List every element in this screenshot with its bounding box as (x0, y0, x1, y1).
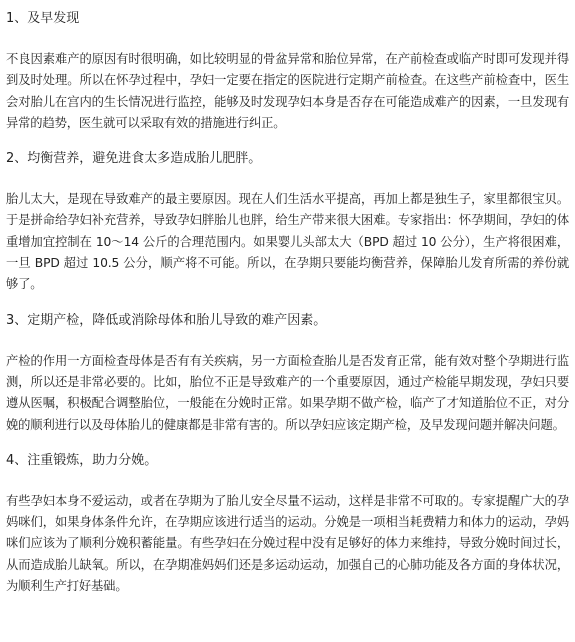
section-regular-checkup (6, 310, 569, 436)
section-early-detection (6, 8, 569, 134)
section-heading: 4、注重锻炼，助力分娩。 (6, 452, 158, 468)
section-paragraph: 胎儿太大，是现在导致难产的最主要原因。现在人们生活水平提高，再加上都是独生子，家里都很宝贝。于是拼命给孕妇补充营养，导致孕妇胖胎儿也胖，给生产带来很大困难。专家指出：怀孕期间，孕妇的体重增加宜控制在 10～14 公斤的合理范围内。如果婴儿头部太大（BPD 超过 10 公分），生产将很困难，一旦 BPD 超过 10.5 公分，顺产将不可能。所以，在孕期只要能均衡营养，保障胎儿发育所需的养份就够了。 (6, 192, 569, 292)
section-exercise (6, 450, 569, 597)
section-heading: 1、及早发现 (6, 11, 80, 26)
section-heading: 3、定期产检，降低或消除母体和胎儿导致的难产因素。 (6, 312, 327, 328)
section-paragraph: 不良因素难产的原因有时很明确，如比较明显的骨盆异常和胎位异常，在产前检查或临产时即可发现并得到及时处理。所以在怀孕过程中，孕妇一定要在指定的医院进行定期产前检查。在这些产前检查中，医生会对胎儿在宫内的生长情况进行监控，能够及时发现孕妇本身是否存在可能造成难产的因素，一旦发现有异常的趋势，医生就可以采取有效的措施进行纠正。 (6, 52, 569, 130)
section-paragraph: 有些孕妇本身不爱运动，或者在孕期为了胎儿安全尽量不运动，这样是非常不可取的。专家提醒广大的孕妈咪们，如果身体条件允许，在孕期应该进行适当的运动。分娩是一项相当耗费精力和体力的运动，孕妈咪们应该为了顺利分娩积蓄能量。有些孕妇在分娩过程中没有足够好的体力来维持，导致分娩时间过长，从而造成胎儿缺氧。所以，在孕期准妈妈们还是多运动运动，加强自己的心肺功能及各方面的身体状况，为顺利生产打好基础。 (6, 493, 569, 594)
section-balanced-nutrition (6, 148, 569, 295)
section-heading: 2、均衡营养，避免进食太多造成胎儿肥胖。 (6, 151, 262, 167)
section-paragraph: 产检的作用一方面检查母体是否有有关疾病，另一方面检查胎儿是否发育正常，能有效对整个孕期进行监测，所以还是非常必要的。比如，胎位不正是导致难产的一个重要原因，通过产检能早期发现，孕妇只要遵从医嘱，积极配合调整胎位，一般能在分娩时正常。如果孕期不做产检，临产了才知道胎位不正，对分娩的顺利进行以及母体胎儿的健康都是非常有害的。所以孕妇应该定期产检，及早发现问题并解决问题。 (6, 353, 569, 432)
